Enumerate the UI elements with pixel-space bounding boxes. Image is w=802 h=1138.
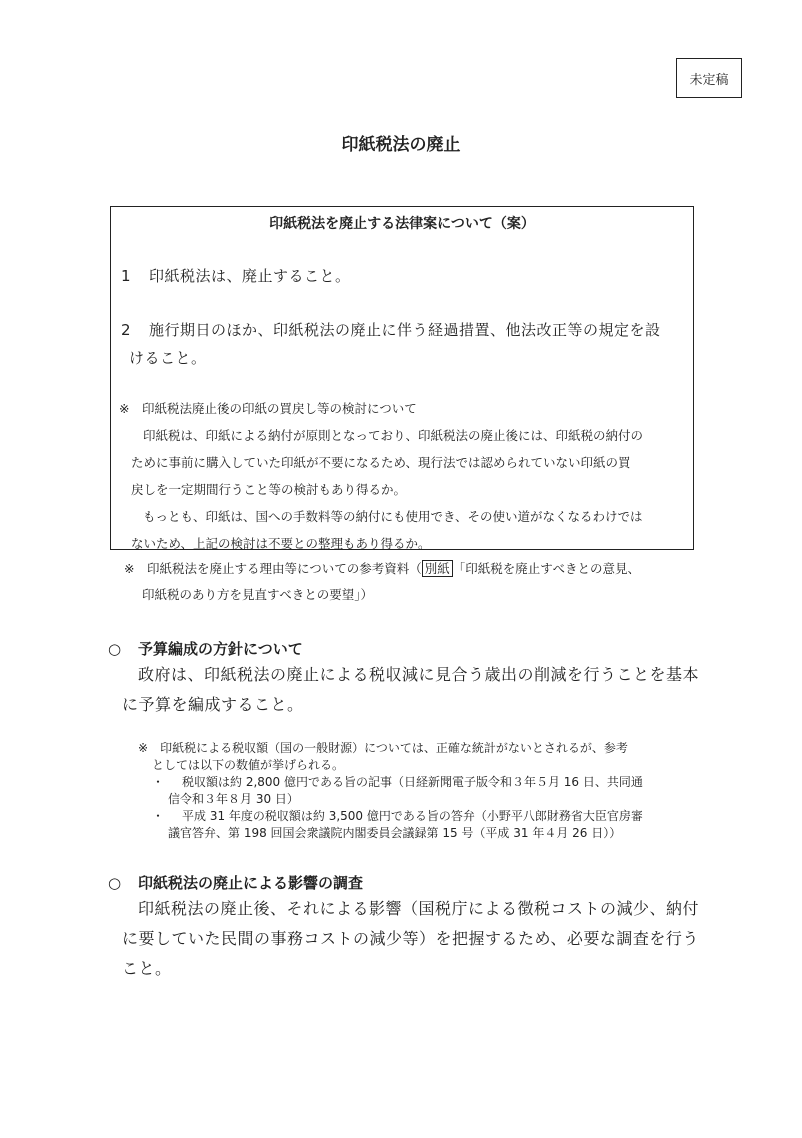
item-2-continued: けること。 bbox=[129, 349, 207, 367]
bullet-icon: ・ bbox=[152, 775, 165, 789]
section-impact-line3: こと。 bbox=[122, 959, 172, 978]
reference-text: 印紙税法を廃止する理由等についての参考資料（ bbox=[147, 561, 422, 576]
note-mark: ※ bbox=[119, 401, 130, 416]
list-item-text: 平成 31 年度の税収額は約 3,500 億円である旨の答弁（小野平八郎財務省大臣官房審 bbox=[182, 809, 643, 823]
box-note bbox=[119, 395, 689, 557]
box-note-line: 戻しを一定期間行うこと等の検討もあり得るか。 bbox=[131, 482, 407, 497]
section-budget-line2: に予算を編成すること。 bbox=[122, 695, 304, 714]
list-item-text: 税収額は約 2,800 億円である旨の記事（日経新聞電子版令和３年５月 16 日、共同通 bbox=[182, 775, 643, 789]
list-item bbox=[138, 774, 698, 791]
appendix-label: 別紙 bbox=[422, 560, 453, 577]
list-item-continued: 議官答弁、第 198 回国会衆議院内閣委員会議録第 15 号（平成 31 年４月 26 日）） bbox=[168, 826, 622, 840]
box-note-line: 印紙税は、印紙による納付が原則となっており、印紙税法の廃止後には、印紙税の納付の bbox=[143, 428, 644, 443]
bill-summary-box bbox=[110, 206, 694, 550]
section-budget-line1: 政府は、印紙税法の廃止による税収減に見合う歳出の削減を行うことを基本 bbox=[138, 665, 700, 684]
note-mark: ※ bbox=[138, 741, 149, 755]
item-2 bbox=[121, 319, 661, 340]
reference-line2: 印紙税のあり方を見直すべきとの要望」） bbox=[142, 587, 374, 602]
box-note-line: もっとも、印紙は、国への手数料等の納付にも使用でき、その使い道がなくなるわけでは bbox=[143, 509, 643, 524]
box-note-title: 印紙税法廃止後の印紙の買戻し等の検討について bbox=[142, 401, 417, 416]
item-2-text-line1: 施行期日のほか、印紙税法の廃止に伴う経過措置、他法改正等の規定を設 bbox=[149, 321, 661, 339]
section-impact-title: 印紙税法の廃止による影響の調査 bbox=[138, 874, 364, 892]
tax-revenue-note bbox=[138, 740, 698, 842]
section-budget-title: 予算編成の方針について bbox=[138, 640, 303, 658]
circle-bullet-icon: ○ bbox=[108, 874, 122, 892]
section-impact-body bbox=[122, 894, 702, 984]
tax-revenue-note-line2: としては以下の数値が挙げられる。 bbox=[152, 758, 345, 772]
item-1-number: 1 bbox=[121, 267, 132, 285]
list-item-continued: 信令和３年８月 30 日） bbox=[168, 792, 299, 806]
item-2-number: 2 bbox=[121, 321, 132, 339]
tax-revenue-note-line1: 印紙税による税収額（国の一般財源）については、正確な統計がないとされるが、参考 bbox=[160, 741, 628, 755]
box-note-title-line bbox=[119, 395, 689, 422]
document-title: 印紙税法の廃止 bbox=[341, 135, 461, 155]
box-note-line: ないため、上記の検討は不要との整理もあり得るか。 bbox=[131, 536, 431, 551]
draft-stamp: 未定稿 bbox=[676, 58, 742, 98]
item-1 bbox=[121, 265, 351, 286]
bullet-icon: ・ bbox=[152, 809, 165, 823]
box-note-line: ために事前に購入していた印紙が不要になるため、現行法では認められていない印紙の買 bbox=[131, 455, 631, 470]
list-item bbox=[138, 808, 698, 825]
section-impact-line1: 印紙税法の廃止後、それによる影響（国税庁による徴税コストの減少、納付 bbox=[138, 899, 700, 918]
section-budget-heading bbox=[108, 638, 303, 659]
reference-mark: ※ bbox=[124, 561, 135, 576]
section-impact-heading bbox=[108, 872, 363, 893]
item-1-text: 印紙税法は、廃止すること。 bbox=[149, 267, 351, 285]
reference-note bbox=[124, 556, 704, 608]
reference-text-after: 「印紙税を廃止すべきとの意見、 bbox=[452, 561, 641, 576]
circle-bullet-icon: ○ bbox=[108, 640, 122, 658]
section-budget-body bbox=[122, 660, 702, 720]
box-heading: 印紙税法を廃止する法律案について（案） bbox=[269, 216, 535, 232]
section-impact-line2: に要していた民間の事務コストの減少等）を把握するため、必要な調査を行う bbox=[122, 929, 699, 948]
